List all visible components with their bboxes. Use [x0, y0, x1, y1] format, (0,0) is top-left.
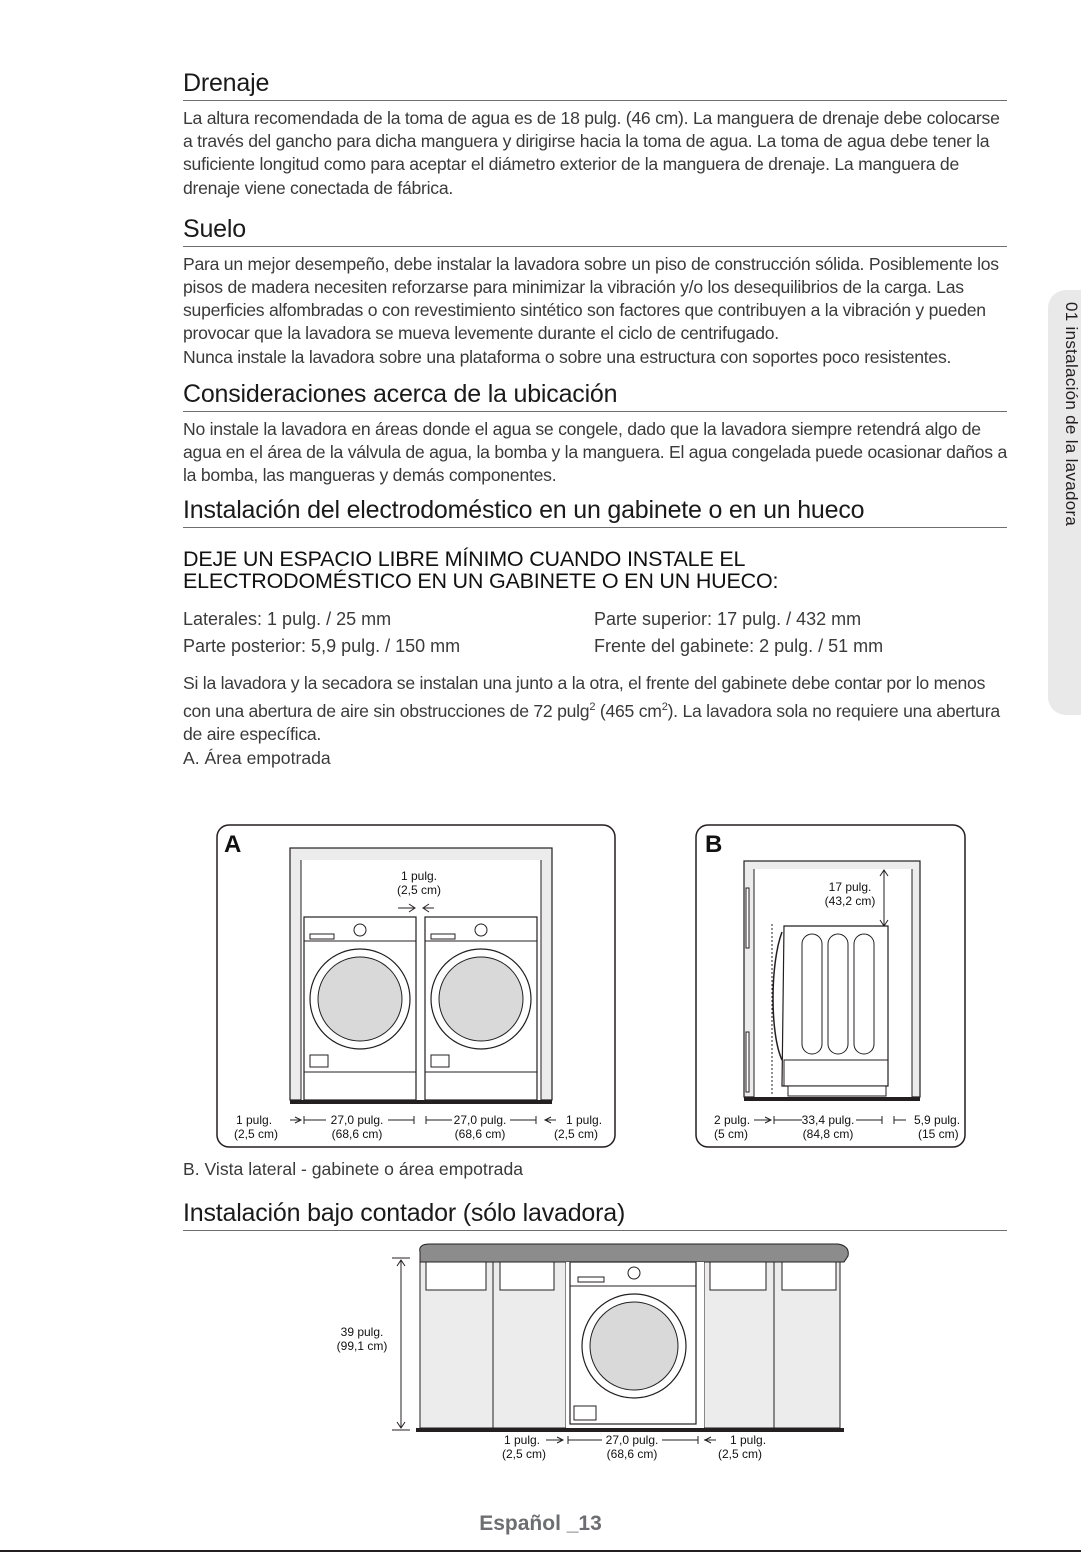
figure-a-label: A — [224, 831, 242, 858]
figure-caption-a: A. Área empotrada — [183, 747, 331, 768]
dryer-icon — [425, 917, 537, 1100]
svg-text:(84,8 cm): (84,8 cm) — [802, 1127, 854, 1141]
svg-text:1 pulg.: 1 pulg. — [236, 1113, 273, 1127]
svg-text:1 pulg.: 1 pulg. — [566, 1113, 603, 1127]
washer-side-icon — [773, 926, 888, 1096]
svg-text:(68,6 cm): (68,6 cm) — [454, 1127, 506, 1141]
section-title-ubicacion: Consideraciones acerca de la ubicación — [183, 379, 1007, 412]
suelo-text-2: Nunca instale la lavadora sobre una plataforma o sobre una estructura con soportes poco resistentes. — [183, 346, 952, 367]
clearance-posterior: Parte posterior: 5,9 pulg. / 150 mm — [183, 636, 461, 657]
svg-text:(15 cm): (15 cm) — [918, 1127, 959, 1141]
cabinet-diagrams — [216, 824, 966, 1154]
figure-caption-b: B. Vista lateral - gabinete o área empotrada — [183, 1159, 524, 1179]
svg-text:(43,2 cm): (43,2 cm) — [824, 894, 876, 908]
undercounter-diagram — [330, 1238, 860, 1470]
svg-text:(68,6 cm): (68,6 cm) — [606, 1447, 658, 1461]
svg-text:(2,5 cm): (2,5 cm) — [501, 1447, 547, 1461]
washer-icon — [304, 917, 416, 1100]
suelo-text-1: Para un mejor desempeño, debe instalar la lavadora sobre un piso de construcción sólida. Posiblemente los pisos de madera necesiten reforzarse para minimizar la vibración y/o los desequilibrios de la carga. Las superficies alfombradas o con revestimiento sintético son factores que contribuyen a la vibración y pueden provocar que la lavadora se mueva levemente durante el ciclo de centrifugado. — [183, 253, 999, 344]
svg-text:(5 cm): (5 cm) — [714, 1127, 748, 1141]
svg-text:(2,5 cm): (2,5 cm) — [234, 1127, 279, 1141]
svg-text:1 pulg.: 1 pulg. — [503, 1433, 541, 1447]
page-content — [183, 68, 1007, 770]
svg-text:33,4 pulg.: 33,4 pulg. — [801, 1113, 855, 1127]
figure-a — [217, 825, 615, 1147]
footer-rule — [0, 1550, 1081, 1552]
svg-text:27,0 pulg.: 27,0 pulg. — [330, 1113, 384, 1127]
section-title-suelo: Suelo — [183, 214, 1007, 247]
svg-text:1 pulg.: 1 pulg. — [400, 869, 438, 883]
svg-text:(2,5 cm): (2,5 cm) — [718, 1447, 763, 1461]
svg-text:1 pulg.: 1 pulg. — [730, 1433, 767, 1447]
svg-text:2 pulg.: 2 pulg. — [714, 1113, 751, 1127]
svg-text:27,0 pulg.: 27,0 pulg. — [453, 1113, 507, 1127]
air-opening-text: Si la lavadora y la secadora se instalan una junto a la otra, el frente del gabinete debe contar por lo menos con una abertura de aire sin obstrucciones de 72 pulg$^2$ (465 $cm^2$). La lavadora sola no requiere una abertura de aire específica. — [183, 673, 1000, 744]
undercounter-figure — [330, 1238, 860, 1470]
drenaje-text: La altura recomendada de la toma de agua es de 18 pulg. (46 cm). La manguera de drenaje debe colocarse a través del gancho para dicha manguera y dirigirse hacia la toma de agua. La toma de agua debe tener la suficiente longitud como para aceptar el diámetro exterior de la manguera de drenaje. La manguera de drenaje viene conectada de fábrica. — [183, 108, 1000, 198]
cabinet-figures — [216, 824, 966, 1154]
clearance-list — [183, 606, 1007, 660]
clearance-heading-line-2: ELECTRODOMÉSTICO EN UN GABINETE O EN UN HUECO: — [183, 569, 779, 594]
figure-b-label: B — [705, 831, 723, 858]
svg-text:(99,1 cm): (99,1 cm) — [336, 1339, 388, 1353]
clearance-heading-line-1: DEJE UN ESPACIO LIBRE MÍNIMO CUANDO INSTALE EL — [183, 547, 746, 572]
svg-text:17 pulg.: 17 pulg. — [828, 880, 872, 894]
svg-text:39 pulg.: 39 pulg. — [340, 1325, 384, 1339]
clearance-laterales: Laterales: 1 pulg. / 25 mm — [183, 609, 392, 630]
svg-text:27,0 pulg.: 27,0 pulg. — [605, 1433, 659, 1447]
washer-icon — [570, 1262, 696, 1424]
svg-text:(2,5 cm): (2,5 cm) — [554, 1127, 599, 1141]
svg-text:(2,5 cm): (2,5 cm) — [396, 883, 442, 897]
clearance-superior: Parte superior: 17 pulg. / 432 mm — [594, 609, 862, 630]
figure-b — [696, 825, 965, 1147]
page-footer: Español _13 — [479, 1512, 602, 1535]
section-title-gabinete: Instalación del electrodoméstico en un gabinete o en un hueco — [183, 495, 1007, 528]
svg-text:(68,6 cm): (68,6 cm) — [331, 1127, 383, 1141]
chapter-tab — [1048, 290, 1081, 715]
chapter-tab-label: 01 instalación de la lavadora — [1062, 302, 1081, 527]
clearance-frente: Frente del gabinete: 2 pulg. / 51 mm — [594, 636, 884, 657]
section-title-contador: Instalación bajo contador (sólo lavadora) — [183, 1198, 1007, 1231]
ubicacion-text: No instale la lavadora en áreas donde el agua se congele, dado que la lavadora siempre retendrá algo de agua en el área de la válvula de agua, la bomba y la manguera. El agua congelada puede ocasionar daños a la bomba, las mangueras y demás componentes. — [183, 418, 1008, 486]
svg-text:5,9 pulg.: 5,9 pulg. — [914, 1113, 961, 1127]
section-title-drenaje: Drenaje — [183, 68, 1007, 101]
